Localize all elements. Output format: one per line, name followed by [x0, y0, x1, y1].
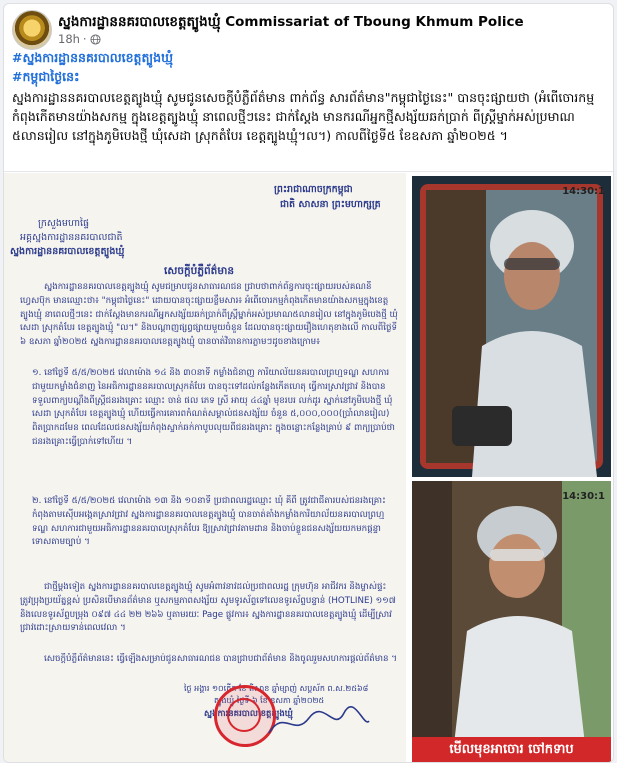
suspect-cctv-image-2: [412, 481, 611, 762]
hashtag-link[interactable]: #កម្ពុជាថ្ងៃនេះ: [12, 69, 80, 84]
post-caption: ស្នងការដ្ឋាននគរបាលខេត្តត្បូងឃ្មុំ សូមជូនសេចក្តីបំភ្លឺព័ត៌មាន ពាក់ព័ន្ធ សារព័ត៌មាន"កម្ពុជាថ្ងៃនេះ" បានចុះផ្សាយថា (អំពើចោរកម្មកំពុងកើតមានយ៉ាងសកម្ម ក្នុងខេត្តត្បូងឃ្មុំ នាពេលថ្មីៗនេះ ជាក់ស្តែង មានករណីអ្នកថ្មីសង្ស័យឆក់ប្រាក់ ពីស្ត្រីម្នាក់អស់ប្រមាណ ៥លានរៀល នៅក្នុងភូមិបេងថ្មី ឃុំសេដា ស្រុកតំបែរ ខេត្តត្បូងឃ្មុំ។ល។) កាលពីថ្ងៃទី៥ ខែឧសភា ឆ្នាំ២០២៥ ។: [12, 90, 595, 143]
post-meta: 18h ·: [58, 32, 101, 46]
hashtag-link[interactable]: #ស្នងការដ្ឋាននគរបាលខេត្តត្បូងឃ្មុំ: [12, 50, 173, 65]
post-header: [12, 10, 605, 50]
signature: [264, 703, 374, 743]
globe-icon: [90, 34, 101, 45]
doc-motto: ជាតិ សាសនា ព្រះមហាក្សត្រ: [280, 199, 381, 210]
cctv-photo-2[interactable]: [412, 481, 611, 762]
doc-appeal-paragraph: ជាថ្មីម្តងទៀត ស្នងការដ្ឋាននគរបាលខេត្តត្បូងឃ្មុំ សូមអំពាវនាវដល់ប្រជាពលរដ្ឋ ក្រុមហ៊ុន អាជីវករ និងម្ចាស់ផ្ទះ ត្រូវប្រុងប្រយ័ត្នខ្ពស់ ប្រសិនបើមានព័ត៌មាន ឬសកម្មភាពសង្ស័យ សូមទូរស័ព្ទទៅលេខទូរស័ព្ទបន្ទាន់ (HOTLINE) ១១៧ និងលេខទូរស័ព្ទបម្រុង ០៩៧ ៤៤ ២២ ២៦៦ ឬតាមរយៈ Page ផ្លូវការ៖ ស្នងការដ្ឋាននគរបាលខេត្តត្បូងឃ្មុំ ដើម្បីស្រាវជ្រាវដោះស្រាយទាន់ពេលវេលា ។: [20, 582, 396, 634]
doc-item-2: ២. នៅថ្ងៃទី ៥/៥/២០២៥ វេលាម៉ោង ១៣ និង ១០នាទី ប្រជាពលរដ្ឋឈ្មោះ ឃុំ គីពី ត្រូវជាជីតារបស់ជនរងគ្រោះ កំពុងតាមស៊ើបអង្កេតស្រាវជ្រាវ ស្នងការដ្ឋាននគរបាលខេត្តត្បូងឃ្មុំ បានចាត់តាំងកម្លាំងការិយាល័យនគរបាលព្រហ្មទណ្ឌ សហការជាមួយអធិការដ្ឋាននគរបាលស្រុកតំបែរ ឱ្យស្រាវជ្រាវតាមដាន និងចាប់ខ្លួនជនសង្ស័យយកមកផ្តន្ទាទោសតាមច្បាប់ ។: [32, 496, 386, 548]
post-body: [12, 48, 606, 145]
doc-title: សេចក្តីបំភ្លឺព័ត៌មាន: [164, 265, 234, 277]
doc-date: ត្បូងឃ្មុំ ថ្ងៃទី ៦ ខែ ឧសភា ឆ្នាំ២០២៥: [214, 696, 325, 705]
suspect-caption-banner: មើលមុខអាចោរ ចៅកទាប: [412, 737, 611, 762]
document-image[interactable]: [4, 173, 406, 762]
doc-office: ស្នងការដ្ឋាននគរបាលខេត្តត្បូងឃ្មុំ: [10, 246, 125, 257]
doc-signoff: ស្នងការនគរបាលខេត្តត្បូងឃ្មុំ: [204, 709, 293, 719]
divider: [4, 171, 613, 172]
doc-item-1: ១. នៅថ្ងៃទី ៥/៥/២០២៥ វេលាម៉ោង ១៤ និង ៣០នាទី កម្លាំងជំនាញ ការិយាល័យនគរបាលព្រហ្មទណ្ឌ សហការជាមួយកម្លាំងជំនាញ នៃអធិការដ្ឋាននគរបាលស្រុកតំបែរ បានចុះទៅដល់កន្លែងកើតហេតុ ធ្វើការស្រាវជ្រាវ និងបានទទួលពាក្យបណ្តឹងពីស្ត្រីជនរងគ្រោះ ឈ្មោះ ចាន់ ផល ភេទ ស្រី អាយុ ៤៤ឆ្នាំ មុខរបរ លក់ដូរ ស្នាក់នៅភូមិបេងថ្មី ឃុំសេដា ស្រុកតំបែរ ខេត្តត្បូងឃ្មុំ ហើយធ្វើការគោរពកំណត់សម្គាល់ជនសង្ស័យ ចំនួន ៥,០០០,០០០(ប្រាំលានរៀល) ពិតប្រាកដមែន ពេលដែលជនសង្ស័យកំពុងស្ទាក់ឆក់កាបូបលុយពីជនរងគ្រោះ ក្នុងចន្លោះកន្លែងគ្រាប់ ៩ ពាក្យប្រាប់ថា ជនរងគ្រោះធ្វើប្រាក់ទៅហើយ ។: [32, 368, 395, 447]
doc-intro-paragraph: ស្នងការដ្ឋាននគរបាលខេត្តត្បូងឃ្មុំ សូមជម្រាបជូនសាធារណជន ជ្រាបថាពាក់ព័ន្ធការចុះផ្សាយរបស់គណនីហ្វេសប៊ុក មានឈ្មោះថា៖ "កម្ពុជាថ្ងៃនេះ" ដោយបានចុះផ្សាយខ្លឹមសារ៖ អំពើចោរកម្មកំពុងកើតមានយ៉ាងសកម្មក្នុងខេត្តត្បូងឃ្មុំ នាពេលថ្មីៗនេះ ជាក់ស្តែងមានករណីអ្នកសង្ស័យឆក់ប្រាក់ពីស្ត្រីម្នាក់អស់ប្រមាណ៥លានរៀល នៅក្នុងភូមិបេងថ្មី ឃុំសេដា ស្រុកតំបែរ ខេត្តត្បូងឃ្មុំ "ល។" និងបណ្តាញផ្សព្វផ្សាយមួយចំនួន ដែលបានចុះផ្សាយរឿងហេតុខាងលើ កាលពីថ្ងៃទី ៦ ឧសភា ឆ្នាំ២០២៥ ស្នងការដ្ឋាននគរបាលខេត្តត្បូងឃ្មុំ បានចាត់វិធានការភ្លាមៗដូចខាងក្រោម៖: [20, 282, 398, 348]
page-name-link[interactable]: ស្នងការដ្ឋាននគរបាលខេត្តត្បូងឃ្មុំ Commissariat of Tboung Khmum Police: [58, 14, 524, 30]
cctv-timestamp: 14:30:1: [562, 491, 605, 502]
post-time[interactable]: 18h: [58, 32, 80, 46]
cctv-timestamp: 14:30:1: [562, 186, 605, 197]
doc-ministry: ក្រសួងមហាផ្ទៃ: [38, 218, 90, 229]
page-avatar[interactable]: [12, 10, 52, 50]
suspect-cctv-image-1: [412, 176, 611, 477]
cctv-photo-1[interactable]: [412, 176, 611, 477]
doc-closing-paragraph: សេចក្តីបំភ្លឺព័ត៌មាននេះ ធ្វើឡើងសម្រាប់ជូនសាធារណជន បានជ្រាបជាព័ត៌មាន និងចូលរួមសហការផ្តល់ព័ត៌មាន ។: [44, 654, 398, 664]
doc-kingdom: ព្រះរាជាណាចក្រកម្ពុជា: [274, 184, 353, 195]
facebook-post: [3, 3, 614, 763]
doc-department: អគ្គស្នងការដ្ឋាននគរបាលជាតិ: [20, 232, 123, 243]
doc-date-lunar: ថ្ងៃ អង្គារ ១០កើត ខែ ពិសាខ ឆ្នាំម្សាញ់ សប្តស័ក ព.ស.២៥៦៨: [184, 684, 369, 693]
